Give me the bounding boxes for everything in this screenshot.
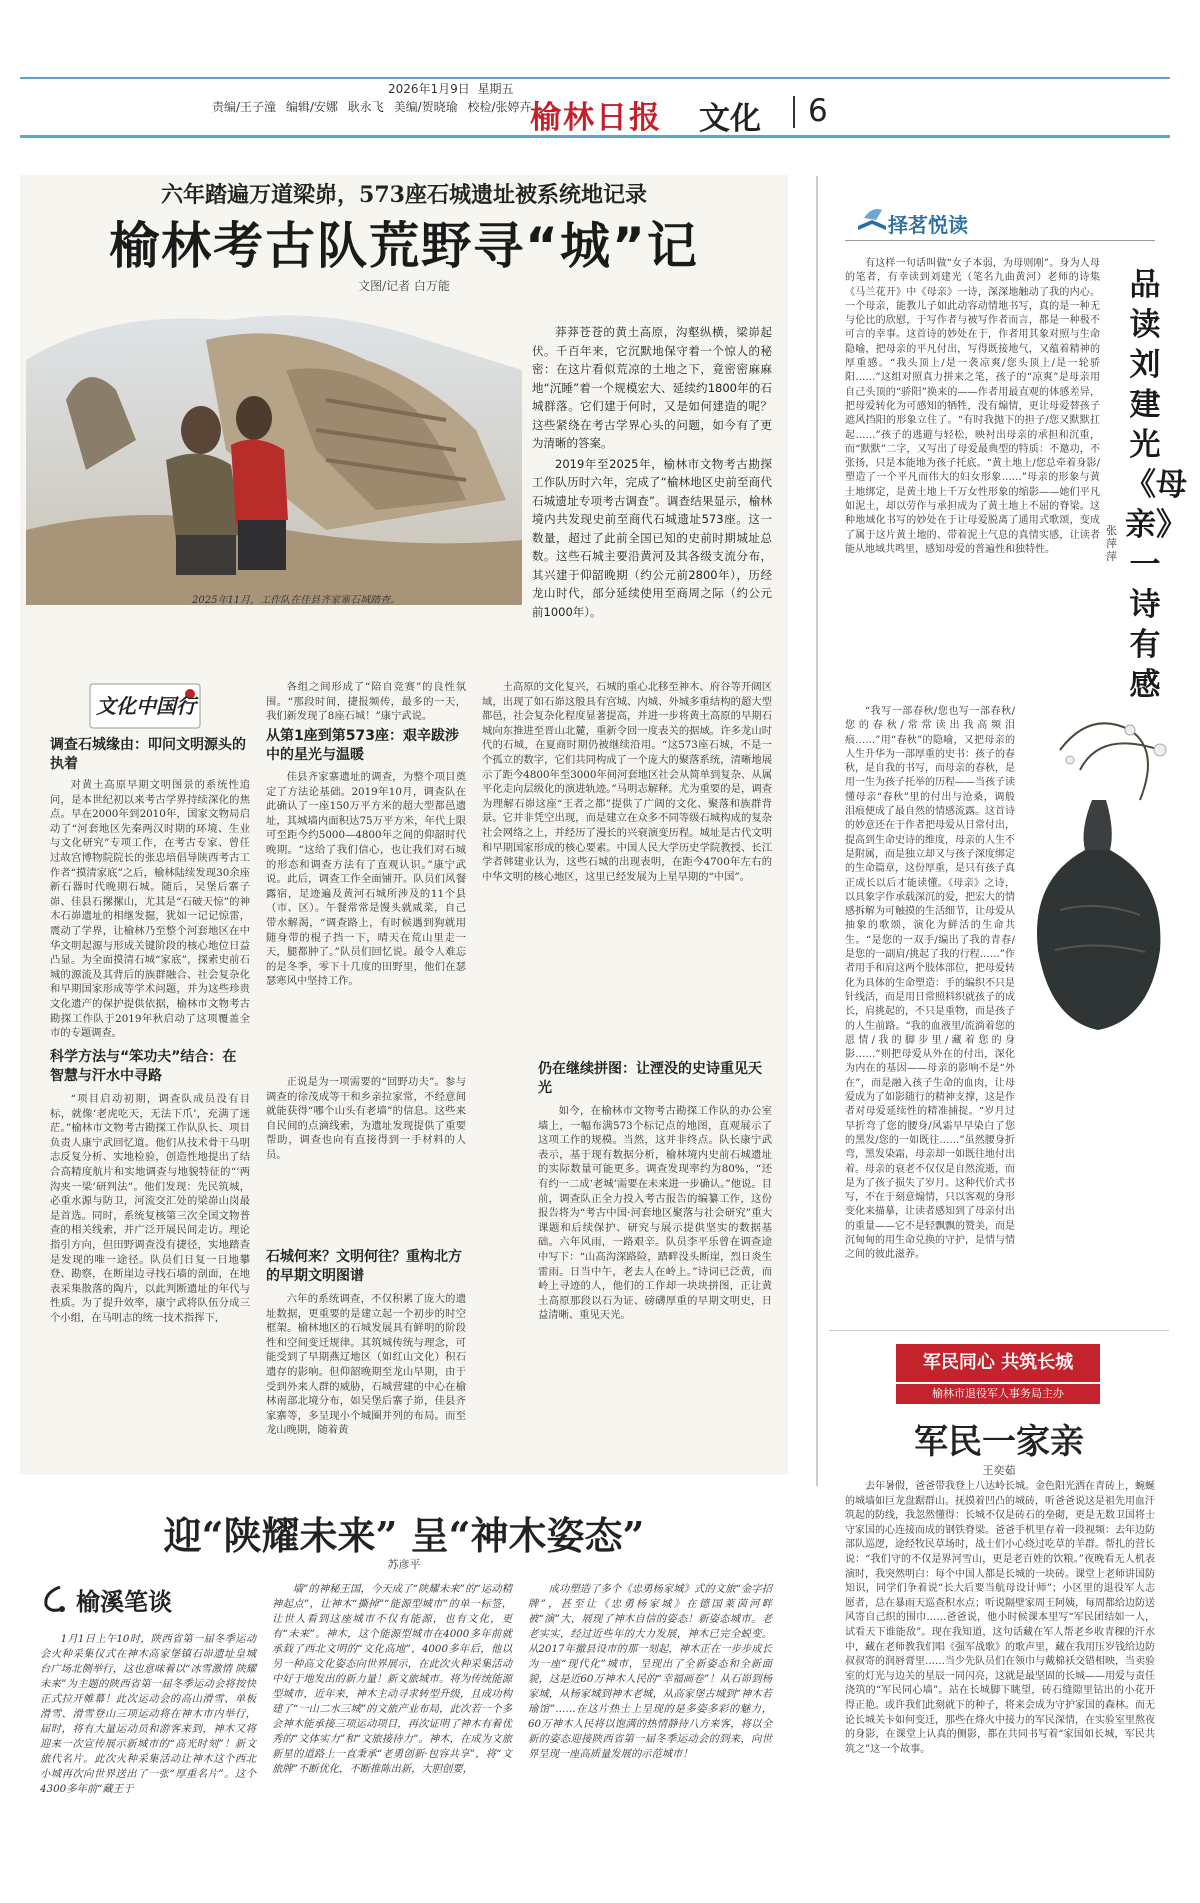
yuxi-column-logo: 榆溪笔谈	[76, 1587, 172, 1616]
military-article-author: 王奕茹	[982, 1464, 1016, 1477]
header-divider	[793, 96, 795, 128]
military-section-rule	[829, 1330, 1169, 1331]
reading-author: 张萍萍	[1106, 524, 1117, 563]
military-article-body	[845, 1480, 1155, 1880]
page-number: 6	[808, 93, 828, 129]
bottom-headline: 迎“陕耀未来” 呈“神木姿态”	[163, 1513, 645, 1558]
paragraph: 有这样一句话叫做“女子本弱，为母则刚”。身为人母的笔者，有幸读到刘建光（笔名九曲黄河）老师的诗集《马兰花开》中《母亲》一诗，深深地触动了我的内心。一个母亲，能教儿子如此动容动情地书写，真的是一种无与伦比的欣慰，于写作者与被写作者而言，都是一种极不可言的幸事。这首诗的妙处在于，作者用其象对照与生命隐喻，把母亲的平凡付出，写得既接地气，又蕴着精神的厚重感。“我头顶上/是一袭凉爽/您头顶上/是一轮骄阳……”这组对照真力拼来之笔，孩子的“凉爽”是母亲用自己头顶的“骄阳”换来的——作者用最直观的体感差异，把母爱转化为可感知的牺牲，没有煽情，更让母爱替孩子遮风挡阳的形象立住了。“有时我抛下的担子/您又默默扛起……”孩子的逃避与轻松，映衬出母亲的承担和沉重，而“默默”二字，又写出了母爱最典型的特质：不邀功，不张扬，只是本能地为孩子托底。“黄土地上/您总牵着身影/塑造了一个平凡而伟大的妇女形象……”母亲的形象与黄土地绑定，是黄土地上千万女性形象的缩影——她们平凡如泥土，却以劳作与承担成为了黄土地上不屈的脊梁。这种地域化书写的妙处在于让母爱脱离了通用式歌颂，变成了属于这片黄土地的、带着泥土气息的真情实感，让读者能从地域共鸣里，感知母爱的普遍性和独特性。	[845, 258, 1100, 555]
weekday-text: 星期五	[477, 82, 514, 96]
column-1-text-b	[50, 1092, 250, 1462]
article-kicker: 六年踏遍万道梁峁，573座石城遗址被系统地记录	[161, 182, 647, 208]
military-banner: 军民同心 共筑长城	[896, 1344, 1100, 1382]
paragraph: 正说是为一项需要的“回野功夫”。参与调查的徐茂成等干和乡亲拉家常，不经意间就能获得“哪个山头有老墙”的信息。这些来自民间的点滴线索，为遗址发现提供了重要帮助，调查也向有直接得到一手材料的人员。	[266, 1076, 466, 1161]
paragraph: 去年暑假，爸爸带我登上八达岭长城。金色阳光洒在青砖上，蜿蜒的城墙如巨龙盘踞群山。抚摸着凹凸的城砖，听爸爸说这是祖先用血汗筑起的防线，我忽然懂得：长城不仅是砖石的垒砌，更是无数卫国将士守家国的心连接而成的钢铁脊梁。爸爸手机里存着一段视频：去年边防部队巡逻，途经牧民草场时，战士们小心绕过吃草的羊群。帮扎的营长说：“我们守的不仅是界河雪山，更是老百姓的饮粮。”夜晚看无人机表演时，我突然明白：每个中国人都是长城的一块砖。课堂上老师讲国防知识，同学们争着说“长大后要当航母设计师”；小区里的退役军人志愿者，总在暴雨天巡查积水点；听说隔壁家周王阿姨，每周都给边防送风寄自己织的围巾……爸爸说，他小时候课本里写“军民团结如一人，试看天下谁能敌”。现在我知道，这句话藏在军人帮老乡收青稞的汗水中，藏在老师教我们唱《强军战歌》的歌声里，藏在我用压岁钱给边防叔叔寄的润唇膏里……当少先队员们在领巾与戴棉袄交错相映，当卖验室的灯光与边关的星辰一同闪亮，这就是最坚固的长城——用爱与责任浇筑的“军民同心墙”。站在长城脚下眺望，砖石缝隙里钻出的小花开得正艳。或许我们此刻就下的种子，将来会成为守护家国的森林。而无论长城关卡如何变迁，那些在烽火中接力的军民深情，在实验室里熬夜的身影，在课堂上认真的侧影，都在共同书写着“家国如长城，军民共筑之”这一个故事。	[845, 1481, 1155, 1755]
date-text: 2026年1月9日	[388, 82, 470, 96]
paragraph: “我写一部春秋/您也写一部春秋/您的春秋/常常读出我高频泪痕……”用“春秋”的隐喻，又把母亲的人生升华为一部厚重的史书：孩子的春秋，是自我的书写，而母亲的春秋，是用一生为孩子托举的历程——当孩子读懂母亲“春秋”里的付出与沧桑，调般泪痕便成了最自然的情感流露。这首诗的妙意还在于作者把母爱从日常付出，提高到生命史诗的维度，母亲的人生不是附属，而是独立却又与孩子深度绑定的生命篇章，这份厚重，是只有孩子真正成长以后才能读懂。《母亲》之诗，以具象字作承载深沉的爱，把宏大的情感拆解为可触摸的生活细节，让母爱从抽象的歌颂，演化为鲜活的生命共生。“是您的一双手/编出了我的青春/是您的一副肩/挑起了我的行程……”作者用手和肩这两个肢体部位，把母爱转化为具体的生命塑造：手的编织不只是针线活，而是用日常照料织就孩子的成长，肩挑起的，不只是重物，而是孩子的人生前路。“我的血液里/流淌着您的恩情/我的脚步里/藏着您的身影……”则把母爱从外在的付出，深化为内在的基因——母亲的影响不是“外在”，而是融入孩子生命的血肉，让母爱成为了如影随行的精神支撑，这是作者对母爱延续性的精准捕捉。“岁月过早折弯了您的腰身/风霜早早染白了您的黑发/您的一如既往……”虽然腰身折弯，黑发染霜，母亲却一如既往地付出着。母亲的衰老不仅仅是自然流逝，而是为了孩子损失了岁月。这种代价式书写，不在于刻意煽情，只以客观的身形变化来描摹，让读者感知到了母亲付出的重量——它不是轻飘飘的赞美，而是沉甸甸的用生命兑换的守护，是情与情之间的彼此滋养。	[845, 706, 1015, 1261]
issue-date	[388, 80, 513, 97]
article-byline: 文图/记者 白万能	[358, 279, 450, 293]
column-2-text-d	[266, 1292, 466, 1464]
paragraph: 土高原的文化复兴，石城的重心北移至神木、府谷等开阔区域，出现了如石峁这般具有宫城、内城、外城多重结构的超大型都邑，社会复杂化程度显著提高，并进一步将黄土高原的早期石城向东推进至晋山北麓，重新令回一度表关的据域。许多龙山时代的石城，在夏商时期仍被继续沿用。“这573座石城，不是一个孤立的数字，它们共同构成了一个庞大的聚落系统，清晰地展示了距今4800年至3000年间河套地区社会从简单到复杂、从属平化走向层级化的演进轨迹。”马明志解释。尤为重要的是，调查为理解石峁这座“王者之都”提供了广阔的文化、聚落和族群背景。它并非凭空出现，而是建立在众多不同等级石城构成的复杂社会网络之上，并经历了漫长的兴衰演变历程。城址是古代文明和早期国家形成的核心要素。中国人民大学历史学院教授、长江学者韩建业认为，这些石城的出现表明，在距今4700年左右的中华文明的核心地区，这里已经发展为上星早期的“中国”。	[482, 681, 772, 883]
column-2-text-a	[266, 680, 466, 724]
article-headline: 榆林考古队荒野寻“城”记	[109, 217, 699, 275]
proof-names: 耿永飞	[347, 100, 384, 114]
book-icon	[854, 200, 890, 236]
subhead-2: 科学方法与“笨功夫”结合：在智慧与汗水中寻路	[50, 1049, 237, 1084]
section-name: 文化	[699, 101, 761, 137]
military-banner-subtitle: 榆林市退役军人事务局主办	[896, 1384, 1100, 1404]
subhead-1: 调查石城缘由：叩问文明源头的执着	[50, 737, 246, 772]
editor2-label: 编辑/安娜	[285, 100, 338, 114]
article-lead	[532, 323, 772, 623]
paragraph: 成功塑造了多个《忠勇杨家城》式的文旅“金字招牌”，甚至让《忠勇杨家城》在德国莱茵河畔被“演”大，展现了神木自信的姿态！新姿态城市。老老实实，经过近些年的大力发展，神木已完全蜕变。从2017年撤县设市的那一刻起，神木正在一步步成长为一座“现代化”城市，呈现出了全新姿态和全新面貌，这是近60万神木人民的“幸福画卷”！从石峁到杨家城，从杨家城到神木老城，从高家堡古城到“神木若瑜馆”……在这片热土上呈现的是多姿多彩的魅力，60万神木人民将以饱满的热情静待八方来客，将以全新的姿态迎接陕西省第一届冬季运动会的到来，向世界呈现一座高质量发展的示范城市！	[528, 1583, 772, 1760]
proof-label: 校检/张婷卉	[467, 100, 532, 114]
bottom-author: 苏彦平	[387, 1558, 421, 1571]
column-title-rule	[845, 240, 1155, 241]
editor-label: 责编/王子潼	[212, 100, 277, 114]
top-rule	[20, 77, 1170, 79]
bottom-column-2	[272, 1582, 512, 1882]
column-1-text-a	[50, 778, 250, 1040]
excavation-photo	[26, 300, 522, 605]
bottom-column-1	[40, 1632, 256, 1882]
paragraph: 1月1日上午10时，陕西省第一届冬季运动会火种采集仪式在神木高家堡镇石峁遗址皇城台广场北侧举行，这也意味着以“冰雪激情 陕耀未来”为主题的陕西省第一届冬季运动会将按快正式拉开帷幕！此次运动会的高山滑雪、单板滑雪、滑雪登山三项运动将在神木市内举行，届时，将有大量运动员和游客来到，神木又将迎来一次宣传展示新城市的“高光时刻”！新文旅代名片。此次火种采集活动让神木这个西北小城再次向世界送出了一张“厚重名片”。这个4300多年前“藏王于	[40, 1633, 256, 1795]
subhead-3: 从第1座到第573座：艰辛跋涉中的星光与温暖	[266, 728, 459, 763]
column-3-text-a	[482, 680, 772, 1050]
column-3-text-b	[538, 1104, 772, 1464]
column-title: 择茗悦读	[888, 213, 968, 237]
vase-illustration	[1020, 690, 1175, 1110]
column-2-text-c	[266, 1075, 466, 1245]
design-label: 美编/贺晓瑜	[393, 100, 458, 114]
paragraph: 墙”的神秘王国，今天成了“陕耀未来”的“运动精神起点”，让神木“撕掉”“能源型城市”的单一标签，让世人看到这座城市不仅有能源，也有文化，更有“未来”。神木，这个能源型城市在4000多年前就承载了西北文明的“文化高地”，4000多年后，他以另一种高文化姿态向世界展示，在此次火种采集活动中好于地发出的新力量！新文旅城市。将为传统能源型城市，近年来，神木主动寻求转型升级，且成功构建了“一山二水三城”的文旅产业布局，此次若一个多会神木能承接三项运动项目，再次证明了神木有着优秀的“文体实力”和“文旅接待力”。神木，在成为文旅新星的道路上一直秉承“老勇创新·包容共享”，将“文旅牌”不断优化，不断推陈出新，大胆创要，	[272, 1583, 512, 1775]
paragraph: 六年的系统调查，不仅积累了庞大的遗址数据，更重要的是建立起一个初步的时空框架。榆林地区的石城发展具有鲜明的阶段性和空间变迁规律。其筑城传统与理念，可能受到了早期燕辽地区（如红山文化）积石遗存的影响。但仰韶晚期至龙山早期，由于受到外来人群的威胁，石城营建的中心在榆林南部北境分布，如吴堡后寨子峁，佳县齐家寨等，多呈现小个城圈并列的布局。而至龙山晚期，随着黄	[266, 1293, 466, 1437]
reading-title: 品读刘建光《母亲》一诗有感	[1125, 267, 1187, 703]
culture-china-logo-text: 文化中国行	[96, 694, 196, 718]
reading-body	[845, 257, 1100, 697]
paragraph: 各组之间形成了“陪自竞赛”的良性氛围。“那段时间，捷报频传，最多的一天，我们新发现了8座石城！”康宁武说。	[266, 681, 466, 723]
photo-caption: 2025年11月，工作队在佳县齐家寨石城踏查。	[192, 595, 401, 606]
military-article-title: 军民一家亲	[914, 1422, 1084, 1462]
column-divider	[816, 176, 818, 1486]
bottom-column-3	[528, 1582, 772, 1882]
header-info	[212, 98, 538, 115]
paragraph: 佳县齐家寨遗址的调查，为整个项目奠定了方法论基础。2019年10月，调查队在此确认了一座150万平方米的超大型都邑遗址，其城墙内面积达75万平方米，年代上限可至距今约5000—4800年之间的仰韶时代晚期。“这给了我们信心，也让我们对石城的形态和调查方法有了直观认识。”康宁武说。此后，调查工作全面铺开。队员们风餐露宿，足迹遍及黄河石城所涉及的11个县（市、区）。午餐常常是馒头就咸菜，自己带水解渴，“调查路上，有时候遇到狗就用随身带的棍子挡一下，晴天在荒山里走一天，腿都肿了。”队员们回忆说。最令人难忘的是冬季，零下十几度的田野里，他们在瑟瑟寒风中坚持工作。	[266, 771, 466, 988]
reading-body-2	[845, 705, 1015, 1261]
lead-paragraph: 2019年至2025年，榆林市文物考古勘探工作队历时六年，完成了“榆林地区史前至商代石城遗址专项考古调查”。调查结果显示，榆林境内共发现史前至商代石城遗址573座。这一数量，超过了此前全国已知的史前时期城址总数。这些石城主要沿黄河及其各级支流分布，其兴建于仰韶晚期（约公元前2800年），历经龙山时代，部分延续使用至商周之际（约公元前1000年）。	[532, 456, 772, 619]
newspaper-logo: 榆林日报	[530, 100, 662, 136]
paragraph: 对黄土高原早期文明图景的系统性追问，是本世纪初以来考古学界持续深化的焦点。早在2000年到2010年，国家文物局启动了“河套地区先秦两汉时期的环境、生业与文化研究”专项工作，在考古专家、曾任过故宫博物院院长的张忠培倡导陕西考古工作者“摸清家底”之后，榆林陆续发现30余座新石器时代晚期石城。随后，吴堡后寨子峁、佳县石摞摞山，尤其是“石破天惊”的神木石峁遗址的相继发掘，犹如一记记惊雷，震动了学界，让榆林乃至整个河套地区在中华文明起源与形成关键阶段的核心地位日益凸显。为全面摸清石城“家底”，探索史前石城的源流及其背后的族群融合、社会复杂化和早期国家形成等学术问题，并为这些珍贵文化遗产的保护提供依据，榆林市文物考古勘探工作队于2019年秋启动了这项覆盖全市的专题调查。	[50, 779, 250, 1040]
subhead-5: 仍在继续拼图：让湮没的史诗重见天光	[538, 1061, 762, 1096]
lead-paragraph: 莽莽苍苍的黄土高原，沟壑纵横，梁峁起伏。千百年来，它沉默地保守着一个惊人的秘密：在这片看似荒凉的土地之下，竟密密麻麻地“沉睡”着一个规模宏大、延续约1800年的石城群落。它们建于何时，又是如何建造的呢？这些紧绕在考古学界心头的问题，如今有了更为清晰的答案。	[532, 325, 772, 450]
column-2-text-b	[266, 770, 466, 1072]
subhead-4: 石城何来？文明何往？重构北方的早期文明图谱	[266, 1249, 462, 1284]
paragraph: “项目启动初期，调查队成员没有目标，就像‘老虎吃天，无法下爪’，充满了迷茫。”榆林市文物考古勘探工作队队长、项目负责人康宁武回忆道。他们从技术骨干马明志反复分析、实地检验，创造性地提出了结合高精度航片和实地调查与地貌特征的“‘两沟夹一梁’研判法”。他们发现：先民筑城，必重水源与防卫，河流交汇处的梁峁山岗最是首选。同时，系统复核第三次全国文物普查的相关线索，并广泛开展民间走访。理论指引方向，但田野调查没有捷径，实地踏查是发现的唯一途径。队员们日复一日地攀登、勘察，在断崖边寻找石墙的剖面，在地表采集散落的陶片，以此判断遗址的年代与性质。为了提升效率，康宁武将队伍分成三个小组，在马明志的统一技术指挥下，	[50, 1093, 250, 1324]
paragraph: 如今，在榆林市文物考古勘探工作队的办公室墙上，一幅布满573个标记点的地图，直观展示了这项工作的规模。当然，这并非终点。队长康宁武表示，基于现有数据分析，榆林境内史前石城遗址的实际数量可能更多。调查发现率约为80%，“还有约一二成‘老城’需要在未来进一步确认。”他说。目前，调查队正全力投入考古报告的编纂工作，这份报告将为“考古中国·河套地区聚落与社会研究”重大课题和后续保护、研究与展示提供坚实的数据基础。六年风雨，一路艰辛。队员李平乐曾在调查途中写下：“山高沟深路险，踏畔没头断崖，烈日炎生雷雨。日当中午，老去人在岭上。”诗词已泛黄，而岭上寻迹的人，他们的工作却一块块拼图，正让黄土高原那段以石为证、磅礴厚重的早期文明史，日益清晰、重见天光。	[538, 1105, 772, 1322]
ink-brush-icon	[38, 1583, 70, 1615]
